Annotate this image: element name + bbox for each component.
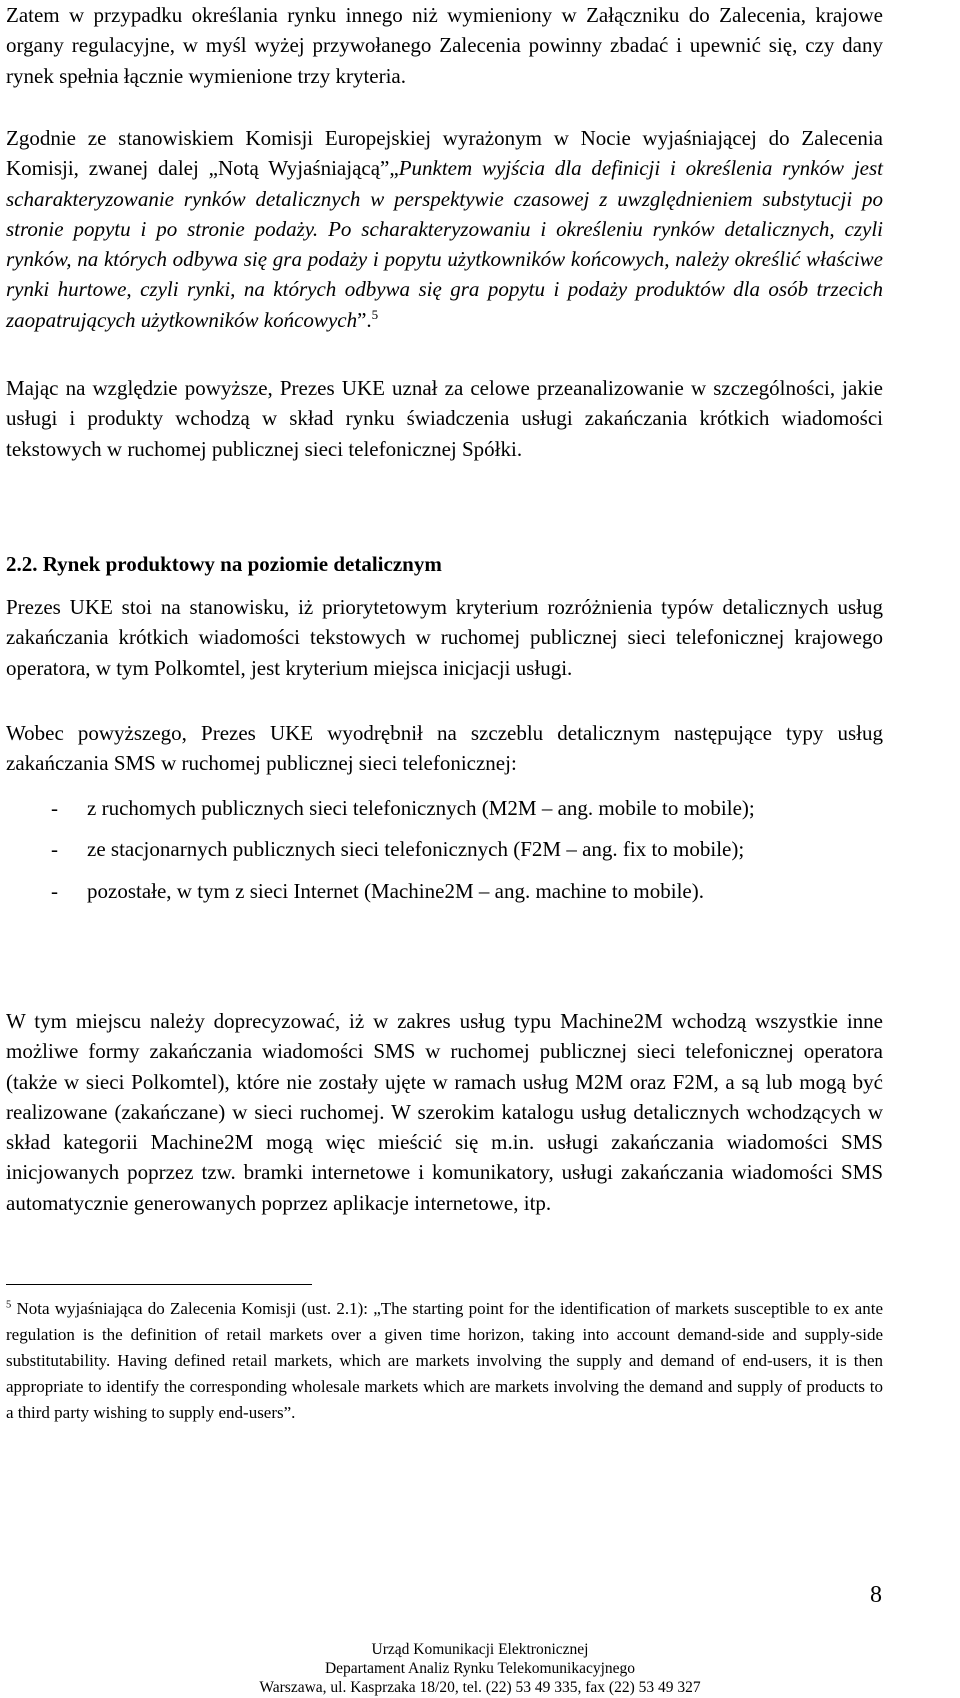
service-types-list [6,793,883,906]
list-item [6,834,883,864]
list-item-text: z ruchomych publicznych sieci telefonicznych (M2M – ang. mobile to mobile); [87,796,755,820]
paragraph-explanatory-note-close: ”. [357,307,372,332]
list-dash: - [51,878,58,903]
footnote-reference[interactable]: 5 [371,306,379,322]
footnote [6,1296,883,1426]
paragraph-analysis-scope: Mając na względzie powyższe, Prezes UKE uznał za celowe przeanalizowanie w szczególności, jakie usługi i produkty wchodzą w skład rynku świadczenia usługi zakańczania krótkich wiadomości tekstowych w ruchomej publicznej sieci telefonicznej Spółki. [6,376,883,461]
list-item [6,876,883,906]
paragraph-explanatory-note [6,123,883,335]
list-dash: - [51,796,58,820]
list-item [6,793,883,823]
paragraph-explanatory-note-quote: Punktem wyjścia dla definicji i określenia rynków jest scharakteryzowanie rynków detalicznych w perspektywie czasowej z uwzględnieniem substytucji po stronie popytu i po stronie podaży. Po scharakteryzowaniu i określeniu rynków detalicznych, czyli rynków, na których odbywa się gra podaży i popytu użytkowników końcowych, należy określić właściwe rynki hurtowe, czyli rynki, na których odbywa się gra popytu i podaży produktów dla osób trzecich zaopatrujących użytkowników końcowych [6,156,883,332]
list-item-text: ze stacjonarnych publicznych sieci telefonicznych (F2M – ang. fix to mobile); [87,837,745,862]
footnote-text: Nota wyjaśniająca do Zalecenia Komisji (ust. 2.1): „The starting point for the identification of markets susceptible to ex ante regulation is the definition of retail markets over a given time horizon, taking into account demand-side and supply-side substitutability. Having defined retail markets, which are markets involving the supply and demand of end-users, it is then appropriate to identify the corresponding wholesale markets which are markets involving the demand and supply of products to a third party wishing to supply end-users”. [6,1299,884,1422]
list-dash: - [51,837,58,862]
footnote-separator [6,1284,312,1285]
paragraph-explanatory-note-intro: Zgodnie ze stanowiskiem Komisji Europejskiej wyrażonym w Nocie wyjaśniającej do Zalecenia Komisji, zwanej dalej „Notą Wyjaśniającą”„ [6,126,883,181]
footnote-number: 5 [6,1299,12,1311]
page-number: 8 [870,1582,882,1608]
paragraph-service-types-intro: Wobec powyższego, Prezes UKE wyodrębnił na szczeblu detalicznym następujące typy usług zakańczania SMS w ruchomej publicznej sieci telefonicznej: [6,721,883,776]
list-item-text: pozostałe, w tym z sieci Internet (Machine2M – ang. machine to mobile). [87,878,704,903]
paragraph-criterion-origin: Prezes UKE stoi na stanowisku, iż priorytetowym kryterium rozróżnienia typów detalicznych usług zakańczania krótkich wiadomości tekstowych w ruchomej publicznej sieci telefonicznej krajowego operatora, w tym Polkomtel, jest kryterium miejsca inicjacji usługi. [6,595,883,680]
paragraph-machine2m: W tym miejscu należy doprecyzować, iż w zakres usług typu Machine2M wchodzą wszystkie inne możliwe formy zakańczania wiadomości SMS w ruchomej publicznej sieci telefonicznej operatora (także w sieci Polkomtel), które nie zostały ujęte w ramach usług M2M oraz F2M, a są lub mogą być realizowane (zakańczane) w sieci ruchomej. W szerokim katalogu usług detalicznych wchodzących w skład kategorii Machine2M mogą więc mieścić się m.in. usługi zakańczania wiadomości SMS inicjowanych poprzez tzw. bramki internetowe i komunikatory, usługi zakańczania wiadomości SMS automatycznie generowanych poprzez aplikacje internetowe, itp. [6,1009,883,1215]
footer-office: Urząd Komunikacji Elektronicznej [371,1641,589,1658]
paragraph-criteria: Zatem w przypadku określania rynku innego niż wymieniony w Załączniku do Zalecenia, krajowe organy regulacyjne, w myśl wyżej przywołanego Zalecenia powinny zbadać i upewnić się, czy dany rynek spełnia łącznie wymienione trzy kryteria. [6,3,883,88]
section-heading-2-2: 2.2. Rynek produktowy na poziomie detalicznym [6,552,442,576]
footer-department: Departament Analiz Rynku Telekomunikacyjnego [324,1660,636,1677]
footer-address: Warszawa, ul. Kasprzaka 18/20, tel. (22) 53 49 335, fax (22) 53 49 327 [259,1679,701,1696]
